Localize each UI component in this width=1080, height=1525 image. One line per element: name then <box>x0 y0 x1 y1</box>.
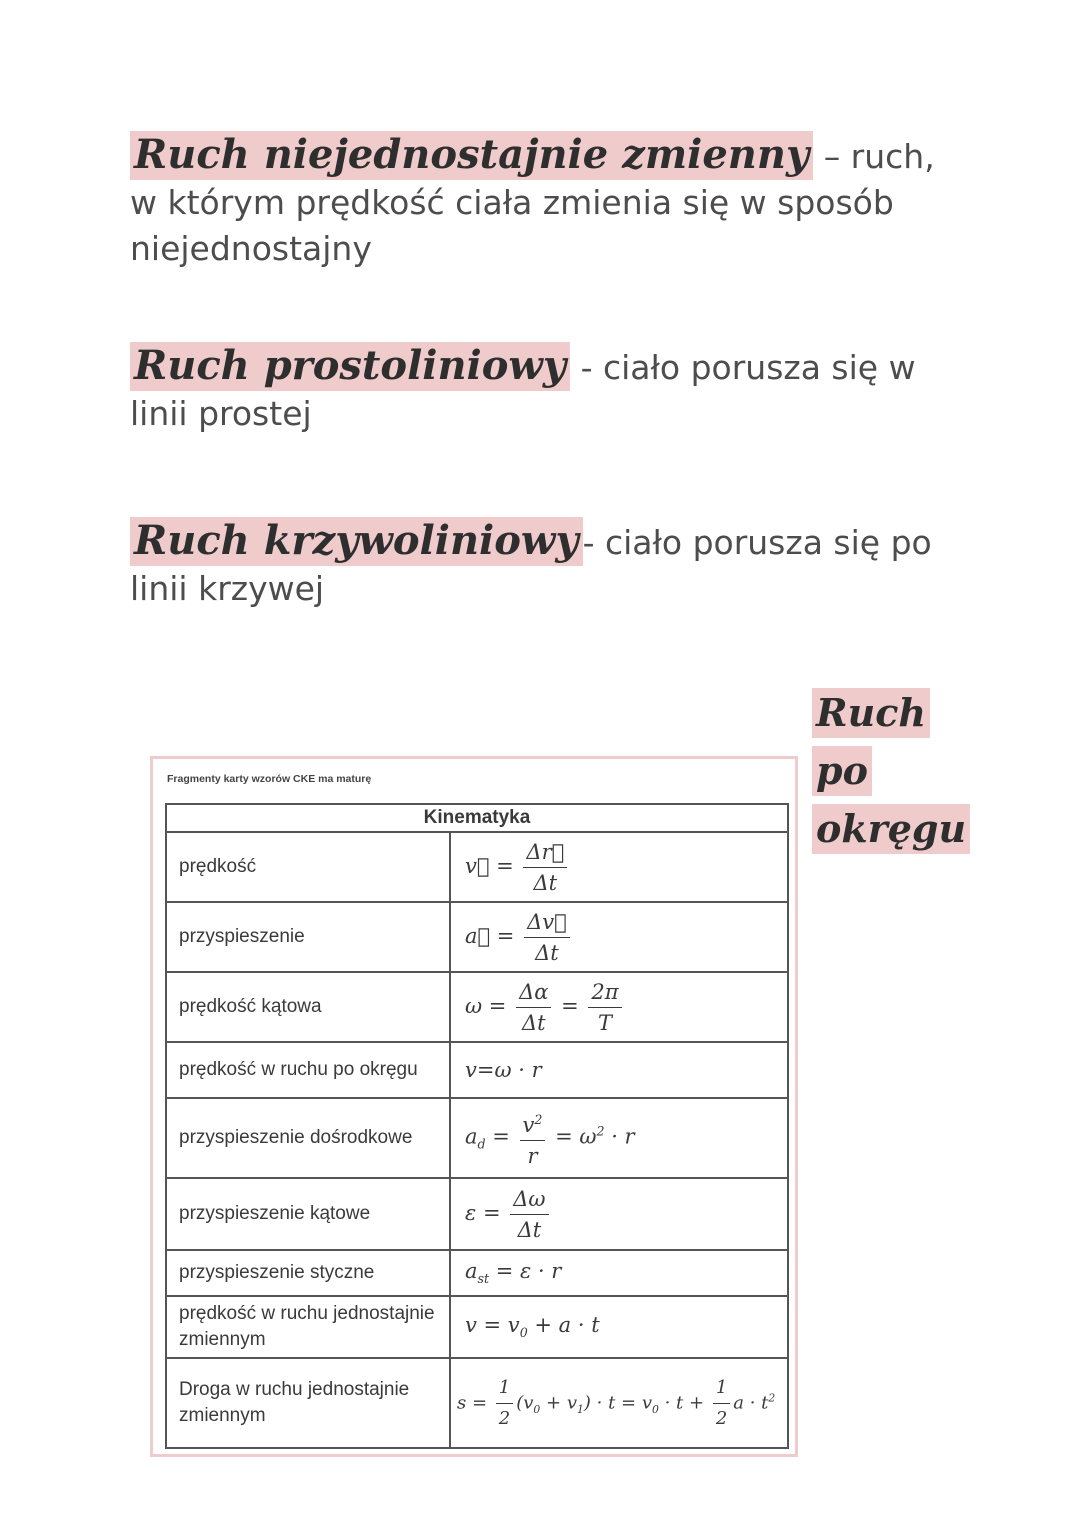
row-label: prędkość w ruchu po okręgu <box>166 1042 450 1098</box>
definition-1 <box>130 132 960 272</box>
table-row <box>166 1042 788 1098</box>
formula: ε = $\frac{\Delta\omega}{\Delta t}$ <box>450 1178 788 1250</box>
row-label: przyspieszenie <box>166 902 450 972</box>
formula: $a_{st} = \varepsilon \cdot r$ <box>450 1250 788 1296</box>
formula: s = $\frac{1}{2}$ $(v_0 + v_1) \cdot t = v_0 \cdot t$ + $\frac{1}{2}$ $a \cdot t^2$ <box>450 1358 788 1448</box>
side-note-word: Ruch <box>812 688 930 738</box>
formula: v=ω · r <box>450 1042 788 1098</box>
row-label: przyspieszenie dośrodkowe <box>166 1098 450 1178</box>
row-label: przyspieszenie styczne <box>166 1250 450 1296</box>
row-label: prędkość w ruchu jednostajnie zmiennym <box>166 1296 450 1358</box>
formula: $a_d$ = $\frac{v^2}{r}$ = $\omega^2 \cdot r$ <box>450 1098 788 1178</box>
table-row <box>166 1296 788 1358</box>
table-row <box>166 832 788 902</box>
row-label: Droga w ruchu jednostajnie zmiennym <box>166 1358 450 1448</box>
table-row <box>166 902 788 972</box>
definition-2 <box>130 343 960 437</box>
row-label: prędkość kątowa <box>166 972 450 1042</box>
card-header: Fragmenty karty wzorów CKE ma maturę <box>167 773 372 785</box>
formula: v⃗ = $\frac{\Delta r⃗}{\Delta t}$ <box>450 832 788 902</box>
definition-text: - ciało porusza się po linii krzywej <box>130 523 932 608</box>
formula-card <box>150 756 798 1457</box>
table-row <box>166 972 788 1042</box>
table-row <box>166 1358 788 1448</box>
definition-text: – ruch, w którym prędkość ciała zmienia się w sposób niejednostajny <box>130 137 935 268</box>
formula: $v = v_0 + a \cdot t$ <box>450 1296 788 1358</box>
term-heading: Ruch krzywoliniowy <box>130 517 583 566</box>
row-label: przyspieszenie kątowe <box>166 1178 450 1250</box>
side-note-word: po <box>812 746 872 796</box>
table-row <box>166 1178 788 1250</box>
term-heading: Ruch niejednostajnie zmienny <box>130 131 813 180</box>
table-title: Kinematyka <box>166 804 788 832</box>
row-label: prędkość <box>166 832 450 902</box>
side-note-word: okręgu <box>812 804 970 854</box>
side-note <box>812 688 967 862</box>
formula-table <box>165 803 789 1449</box>
definition-text: - ciało porusza się w linii prostej <box>130 348 916 433</box>
formula: ω = $\frac{\Delta\alpha}{\Delta t}$ = $\frac{2\pi}{T}$ <box>450 972 788 1042</box>
definition-3 <box>130 518 960 612</box>
table-row <box>166 1250 788 1296</box>
formula: a⃗ = $\frac{\Delta v⃗}{\Delta t}$ <box>450 902 788 972</box>
table-row <box>166 1098 788 1178</box>
term-heading: Ruch prostoliniowy <box>130 342 570 391</box>
